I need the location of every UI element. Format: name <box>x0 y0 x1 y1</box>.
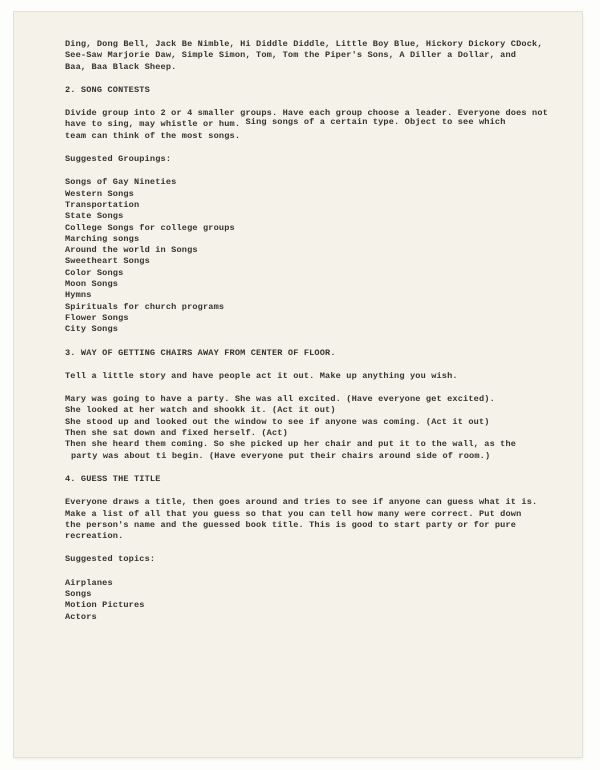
section-heading: 3. WAY OF GETTING CHAIRS AWAY FROM CENTER OF FLOOR. <box>65 347 336 358</box>
text-line: party was about ti begin. (Have everyone put their chairs around side of room.) <box>71 450 491 461</box>
text-line: Mary was going to have a party. She was all excited. (Have everyone get excited). <box>65 394 495 405</box>
text-line: See-Saw Marjorie Daw, Simple Simon, Tom, Tom the Piper's Sons, A Diller a Dollar, and <box>65 50 517 61</box>
text-line: She looked at her watch and shookk it. (Act it out) <box>65 405 336 416</box>
text-line: Then she sat down and fixed herself. (Act) <box>65 428 288 439</box>
typed-text <box>65 39 595 623</box>
subheading: Suggested topics: <box>65 554 156 565</box>
list-item: Sweetheart Songs <box>65 256 150 267</box>
text-line: Ding, Dong Bell, Jack Be Nimble, Hi Diddle Diddle, Little Boy Blue, Hickory Dickory CDock, <box>65 39 543 49</box>
list-item: Around the world in Songs <box>65 245 198 256</box>
text-line: Divide group into 2 or 4 smaller groups. Have each group choose a leader. Everyone does not <box>65 108 548 119</box>
list-item: City Songs <box>65 324 119 335</box>
list-item: Spirituals for church programs <box>65 301 225 312</box>
text-line: Tell a little story and have people act it out. Make up anything you wish. <box>65 370 458 381</box>
text-fragment: Sing songs of a certain type. Object to see which <box>245 117 506 128</box>
list-item: Color Songs <box>65 267 124 278</box>
section-heading: 4. GUESS THE TITLE <box>65 473 161 484</box>
text-fragment: have to sing, may whistle or hum. <box>65 119 241 130</box>
list-item: Songs <box>65 588 92 599</box>
text-line: the person's name and the guessed book title. This is good to start party or for pure <box>65 519 517 530</box>
text-line: Everyone draws a title, then goes around and tries to see if anyone can guess what it is. <box>65 497 538 508</box>
text-line: She stood up and looked out the window to see if anyone was coming. (Act it out) <box>65 416 490 427</box>
list-item: Flower Songs <box>65 312 129 323</box>
list-item: Motion Pictures <box>65 600 145 611</box>
text-line: Then she heard them coming. So she picked up her chair and put it to the wall, as the <box>65 439 517 450</box>
list-item: Marching songs <box>65 233 140 244</box>
list-item: Actors <box>65 611 97 622</box>
text-line: Make a list of all that you guess so that you can tell how many were correct. Put down <box>65 508 522 519</box>
list-item: Transportation <box>65 199 140 210</box>
list-item: State Songs <box>65 211 124 222</box>
section-heading: 2. SONG CONTESTS <box>65 84 150 95</box>
subheading: Suggested Groupings: <box>65 154 172 165</box>
text-line: recreation. <box>65 531 124 542</box>
text-line <box>65 119 595 130</box>
list-item: Hymns <box>65 290 92 301</box>
text-line: Baa, Baa Black Sheep. <box>65 61 177 72</box>
list-item: Western Songs <box>65 188 134 199</box>
list-item: Moon Songs <box>65 279 119 290</box>
list-item: Airplanes <box>65 577 113 588</box>
list-item: Songs of Gay Nineties <box>65 177 177 188</box>
text-line: team can think of the most songs. <box>65 130 241 141</box>
list-item: College Songs for college groups <box>65 222 235 233</box>
